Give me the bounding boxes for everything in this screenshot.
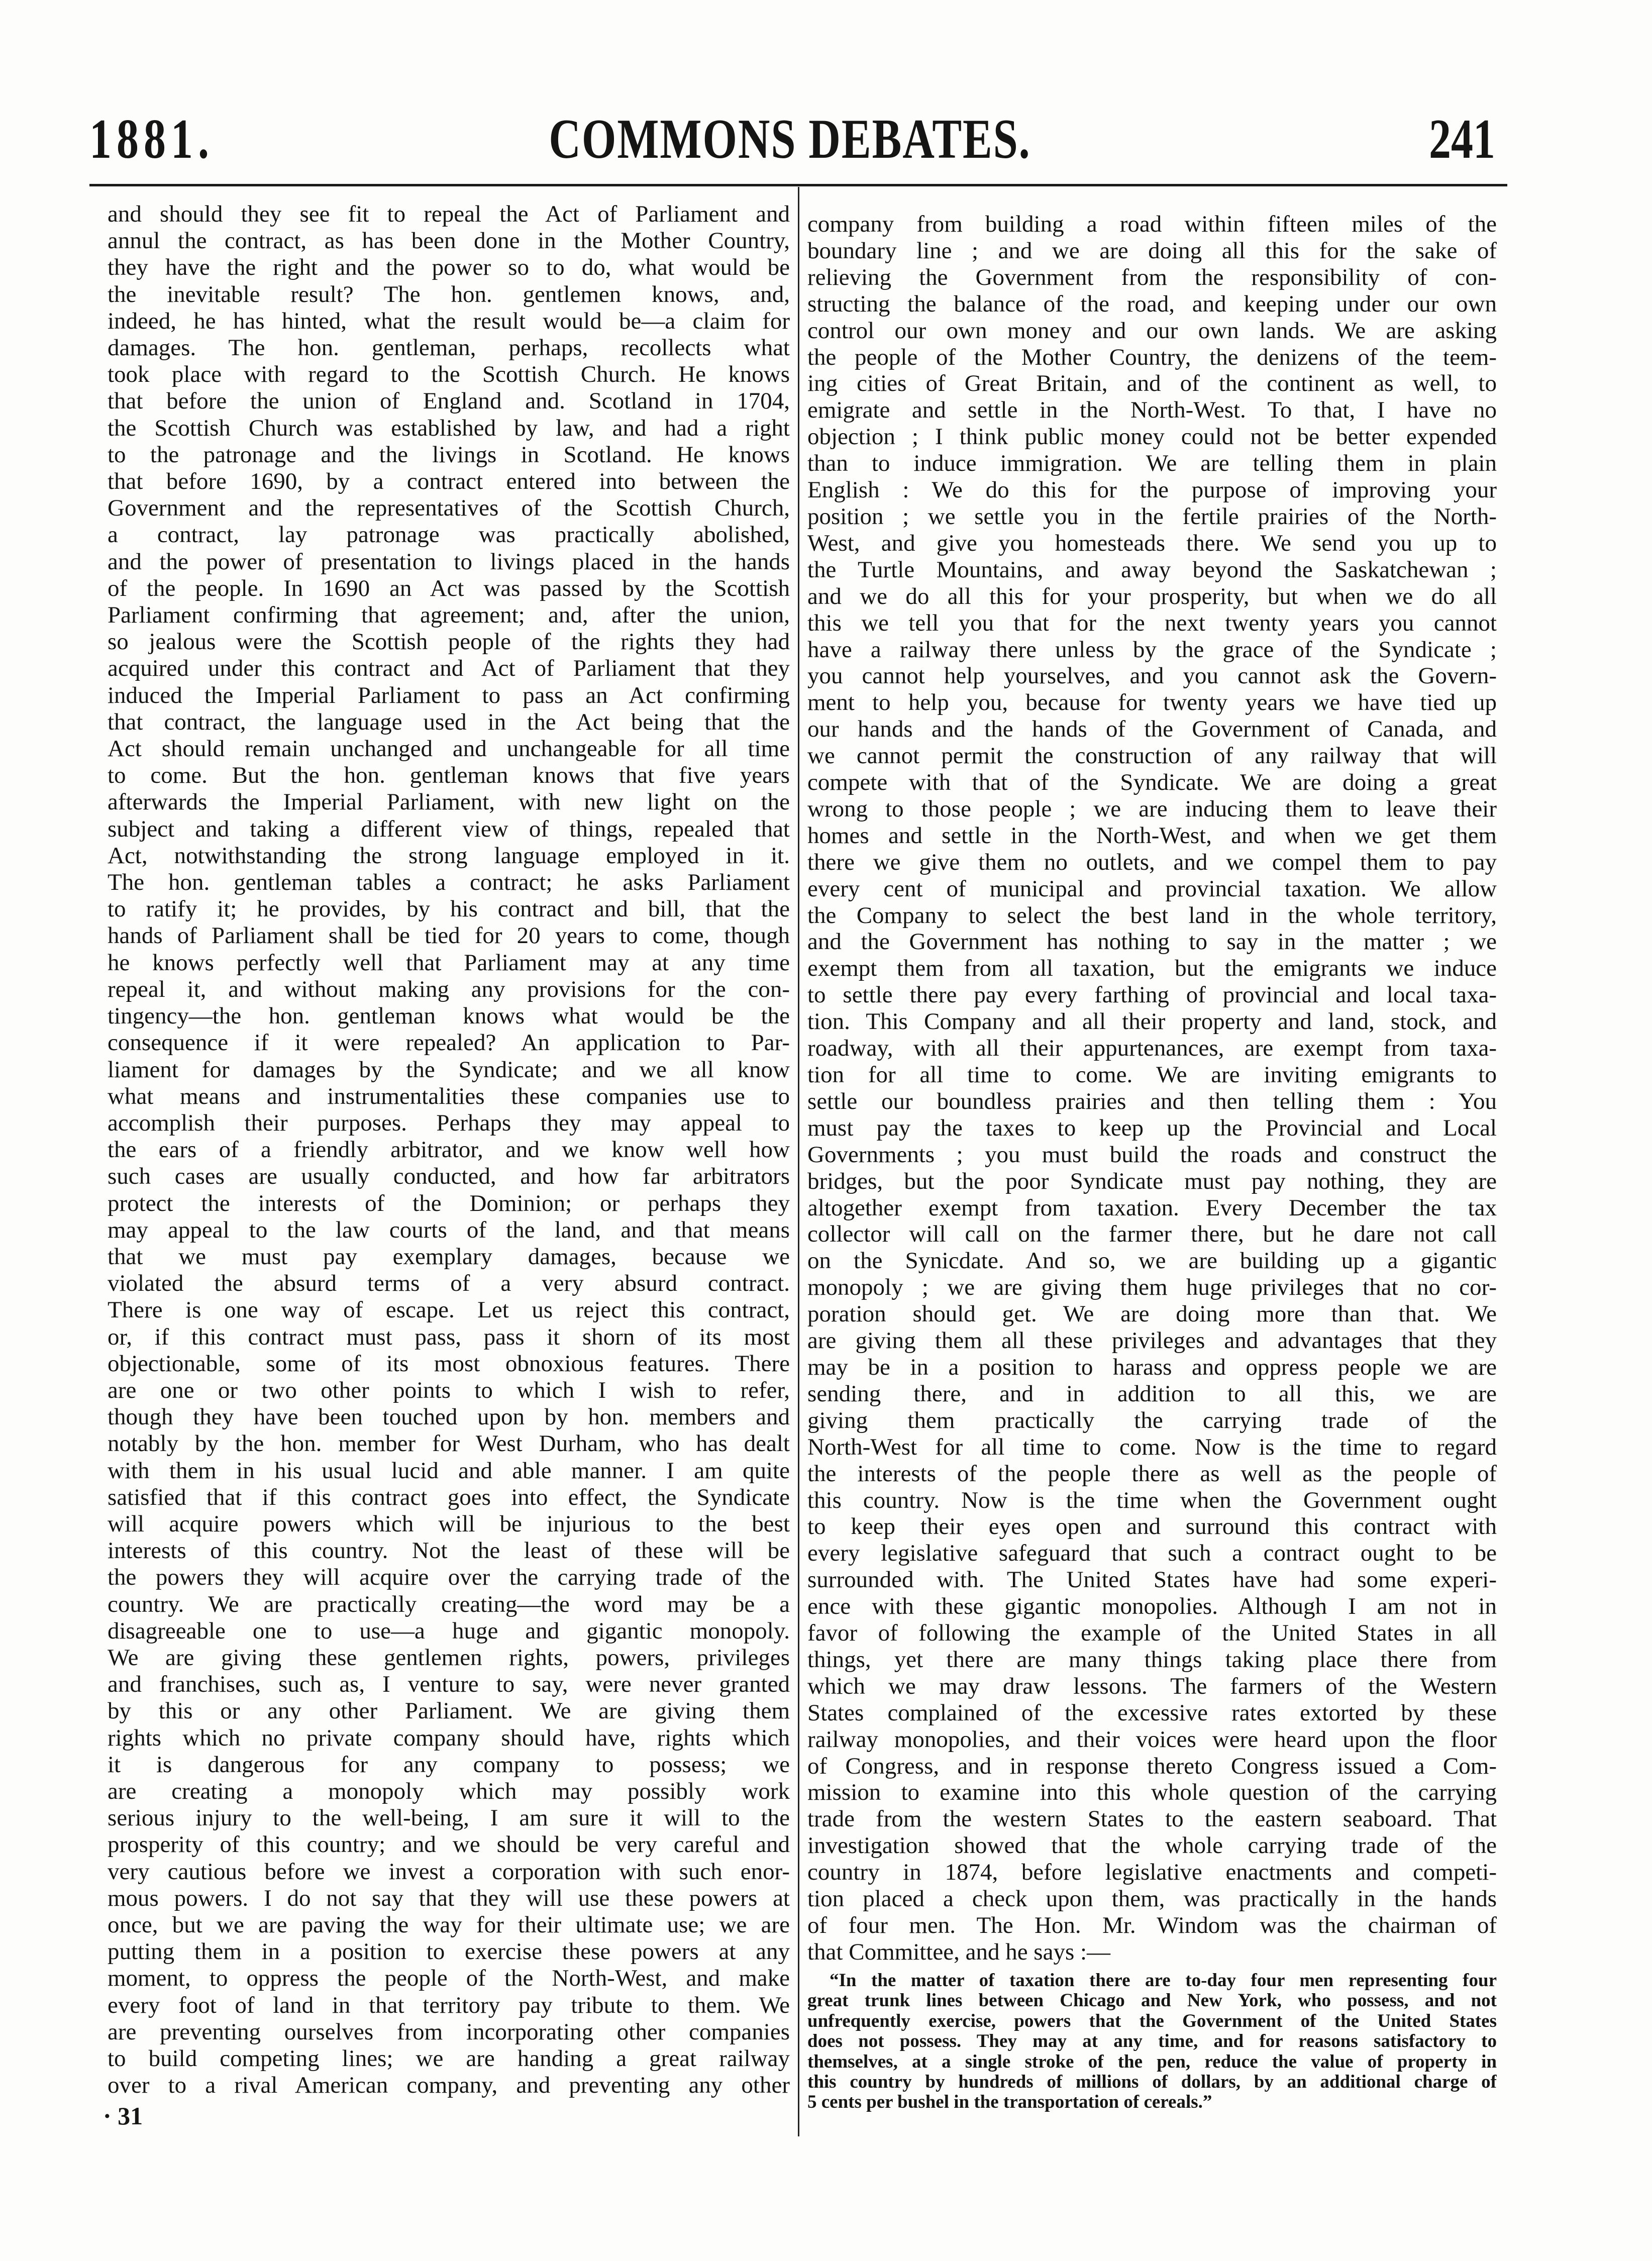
right-column-line: tion for all time to come. We are inviting emigrants to [807, 1062, 1497, 1088]
left-column-line: tingency—the hon. gentleman knows what would be the [108, 1003, 790, 1030]
right-column-line: roadway, with all their appurtenances, are exempt from taxa- [807, 1035, 1497, 1062]
left-column-line: are one or two other points to which I wish to refer, [108, 1377, 790, 1403]
quotation-line: “In the matter of taxation there are to-day four men representing four [830, 1971, 1497, 1991]
left-column-line: acquired under this contract and Act of Parliament that they [108, 655, 790, 682]
right-column-line: favor of following the example of the United States in all [807, 1620, 1497, 1647]
left-column-line: indeed, he has hinted, what the result would be—a claim for [108, 307, 790, 334]
left-column-line: notably by the hon. member for West Durham, who has dealt [108, 1430, 790, 1457]
left-column-line: prosperity of this country; and we should be very careful and [108, 1831, 790, 1858]
left-column-line: and should they see fit to repeal the Act of Parliament and [108, 201, 790, 227]
right-column-line: structing the balance of the road, and keeping under our own [807, 290, 1497, 317]
right-column-line: giving them practically the carrying trade of the [807, 1407, 1497, 1433]
left-column [108, 201, 790, 2099]
quotation-line: does not possess. They may at any time, and for reasons satisfactory to [807, 2031, 1497, 2052]
right-column-line: monopoly ; we are giving them huge privileges that no cor- [807, 1274, 1497, 1301]
left-column-line: that we must pay exemplary damages, because we [108, 1243, 790, 1270]
left-column-line: annul the contract, as has been done in the Mother Country, [108, 228, 790, 254]
left-column-line: country. We are practically creating—the word may be a [108, 1591, 790, 1617]
quotation-line: 5 cents per bushel in the transportation of cereals.” [807, 2092, 1212, 2113]
left-column-line: to ratify it; he provides, by his contract and bill, that the [108, 896, 790, 922]
right-column-line: this country. Now is the time when the Government ought [807, 1487, 1497, 1513]
left-column-line: they have the right and the power so to do, what would be [108, 254, 790, 281]
left-column-line: it is dangerous for any company to possess; we [108, 1751, 790, 1778]
right-column-line: every legislative safeguard that such a contract ought to be [807, 1540, 1497, 1567]
left-column-line: took place with regard to the Scottish Church. He knows [108, 361, 790, 388]
left-column-line: or, if this contract must pass, pass it shorn of its most [108, 1323, 790, 1350]
left-column-line: violated the absurd terms of a very absurd contract. [108, 1270, 790, 1297]
left-column-line: what means and instrumentalities these companies use to [108, 1083, 790, 1109]
right-column-line: altogether exempt from taxation. Every December the tax [807, 1194, 1497, 1221]
left-column-line: every foot of land in that territory pay tribute to them. We [108, 1992, 790, 2018]
left-column-line: disagreeable one to use—a huge and gigantic monopoly. [108, 1617, 790, 1644]
left-column-line: and franchises, such as, I venture to say, were never granted [108, 1671, 790, 1698]
right-column-line: the people of the Mother Country, the denizens of the teem- [807, 344, 1497, 370]
left-column-line: that contract, the language used in the Act being that the [108, 708, 790, 735]
left-column-line: Government and the representatives of the Scottish Church, [108, 495, 790, 522]
left-column-line: accomplish their purposes. Perhaps they may appeal to [108, 1109, 790, 1136]
left-column-line: to the patronage and the livings in Scotland. He knows [108, 441, 790, 468]
left-column-line: satisfied that if this contract goes into effect, the Syndicate [108, 1484, 790, 1510]
left-column-line: so jealous were the Scottish people of the rights they had [108, 629, 790, 655]
quotation-block [807, 1971, 1497, 2113]
left-column-line: subject and taking a different view of things, repealed that [108, 815, 790, 842]
left-column-line: rights which no private company should have, rights which [108, 1724, 790, 1751]
quotation-line: unfrequently exercise, powers that the Government of the United States [807, 2011, 1497, 2031]
right-column-line: and we do all this for your prosperity, but when we do all [807, 583, 1497, 609]
right-column-line: English : We do this for the purpose of improving your [807, 477, 1497, 503]
right-column-line: North-West for all time to come. Now is the time to regard [807, 1433, 1497, 1460]
right-column-line: things, yet there are many things taking place there from [807, 1646, 1497, 1673]
left-column-line: interests of this country. Not the least of these will be [108, 1537, 790, 1564]
left-column-line: he knows perfectly well that Parliament may at any time [108, 949, 790, 976]
left-column-line: afterwards the Imperial Parliament, with new light on the [108, 789, 790, 815]
left-column-line: over to a rival American company, and preventing any other [108, 2072, 790, 2099]
left-column-line: serious injury to the well-being, I am sure it will to the [108, 1805, 790, 1831]
right-column-line: country in 1874, before legislative enactments and competi- [807, 1859, 1497, 1886]
right-column-line: you cannot help yourselves, and you cannot ask the Govern- [807, 663, 1497, 689]
right-column-line: to settle there pay every farthing of provincial and local taxa- [807, 982, 1497, 1008]
right-column-line: control our own money and our own lands. We are asking [807, 317, 1497, 344]
right-column-line: ence with these gigantic monopolies. Although I am not in [807, 1593, 1497, 1620]
right-column-line: bridges, but the poor Syndicate must pay nothing, they are [807, 1168, 1497, 1194]
left-column-line: such cases are usually conducted, and how far arbitrators [108, 1163, 790, 1190]
left-column-line: are creating a monopoly which may possibly work [108, 1778, 790, 1804]
left-column-line: liament for damages by the Syndicate; and we all know [108, 1056, 790, 1083]
signature-mark: · 31 [103, 2102, 143, 2130]
left-column-line: very cautious before we invest a corporation with such enor- [108, 1858, 790, 1885]
right-column-line: may be in a position to harass and oppress people we are [807, 1354, 1497, 1380]
left-column-line: a contract, lay patronage was practically abolished, [108, 522, 790, 548]
left-column-line: There is one way of escape. Let us reject this contract, [108, 1297, 790, 1323]
right-column-line: railway monopolies, and their voices were heard upon the floor [807, 1726, 1497, 1753]
left-column-line: that before 1690, by a contract entered into between the [108, 468, 790, 495]
right-column-line: ing cities of Great Britain, and of the continent as well, to [807, 370, 1497, 397]
right-column-line: this we tell you that for the next twenty years you cannot [807, 609, 1497, 636]
right-column-line: position ; we settle you in the fertile prairies of the North- [807, 503, 1497, 530]
left-column-line: the Scottish Church was established by law, and had a right [108, 415, 790, 441]
left-column-line: We are giving these gentlemen rights, powers, privileges [108, 1644, 790, 1671]
right-column-line: which we may draw lessons. The farmers of the Western [807, 1673, 1497, 1699]
right-column-line: and the Government has nothing to say in the matter ; we [807, 929, 1497, 955]
page-number: 241 [1429, 108, 1495, 171]
right-column-line: West, and give you homesteads there. We send you up to [807, 530, 1497, 556]
right-column-line: exempt them from all taxation, but the emigrants we induce [807, 955, 1497, 982]
left-column-line: mous powers. I do not say that they will use these powers at [108, 1885, 790, 1911]
right-column-line: sending there, and in addition to all this, we are [807, 1380, 1497, 1407]
right-column-line: the interests of the people there as well as the people of [807, 1460, 1497, 1487]
quotation-line: this country by hundreds of millions of dollars, by an additional charge of [807, 2072, 1497, 2093]
left-column-line: protect the interests of the Dominion; or perhaps they [108, 1190, 790, 1216]
right-column-line: collector will call on the farmer there, but he dare not call [807, 1221, 1497, 1248]
right-column-line: investigation showed that the whole carrying trade of the [807, 1832, 1497, 1859]
right-column-line: settle our boundless prairies and then telling them : You [807, 1088, 1497, 1114]
left-column-line: induced the Imperial Parliament to pass an Act confirming [108, 682, 790, 708]
left-column-line: the ears of a friendly arbitrator, and we know well how [108, 1137, 790, 1163]
right-column-line: our hands and the hands of the Government of Canada, and [807, 716, 1497, 743]
left-column-line: the powers they will acquire over the carrying trade of the [108, 1564, 790, 1591]
right-column-line: than to induce immigration. We are telling them in plain [807, 450, 1497, 477]
right-column-line: homes and settle in the North-West, and when we get them [807, 822, 1497, 849]
right-column-line: poration should get. We are doing more than that. We [807, 1301, 1497, 1327]
left-column-line: putting them in a position to exercise these powers at any [108, 1938, 790, 1965]
left-column-line: once, but we are paving the way for their ultimate use; we are [108, 1912, 790, 1938]
left-column-line: are preventing ourselves from incorporating other companies [108, 2018, 790, 2045]
right-column-line: must pay the taxes to keep up the Provincial and Local [807, 1114, 1497, 1141]
right-column-line: ment to help you, because for twenty years we have tied up [807, 689, 1497, 716]
left-column-line: to come. But the hon. gentleman knows that five years [108, 762, 790, 789]
right-column-line: compete with that of the Syndicate. We are doing a great [807, 769, 1497, 796]
right-column-line: every cent of municipal and provincial taxation. We allow [807, 875, 1497, 902]
right-column-line: on the Synicdate. And so, we are building up a gigantic [807, 1248, 1497, 1274]
left-column-line: objectionable, some of its most obnoxious features. There [108, 1350, 790, 1377]
right-column-line: Governments ; you must build the roads and construct the [807, 1141, 1497, 1168]
right-column-line: company from building a road within fifteen miles of the [807, 211, 1497, 237]
left-column-line: the inevitable result? The hon. gentlemen knows, and, [108, 281, 790, 307]
right-column-line: mission to examine into this whole question of the carrying [807, 1779, 1497, 1806]
right-column-line: emigrate and settle in the North-West. To that, I have no [807, 397, 1497, 424]
right-column-line: have a railway there unless by the grace of the Syndicate ; [807, 636, 1497, 663]
left-column-line: will acquire powers which will be injurious to the best [108, 1510, 790, 1537]
quotation-line: great trunk lines between Chicago and New York, who possess, and not [807, 1991, 1497, 2011]
right-column-line: the Company to select the best land in the whole territory, [807, 902, 1497, 929]
right-column-line: trade from the western States to the eastern seaboard. That [807, 1806, 1497, 1832]
header-rule [89, 184, 1507, 186]
publication-title: COMMONS DEBATES. [549, 108, 1031, 171]
year-heading: 1881. [89, 108, 214, 171]
left-column-line: hands of Parliament shall be tied for 20 years to come, though [108, 922, 790, 949]
right-column-line: objection ; I think public money could not be better expended [807, 424, 1497, 450]
right-column-line: that Committee, and he says :— [807, 1938, 1111, 1965]
left-column-line: The hon. gentleman tables a contract; he asks Parliament [108, 869, 790, 896]
right-column-line: boundary line ; and we are doing all this for the sake of [807, 237, 1497, 264]
left-column-line: Act should remain unchanged and unchangeable for all time [108, 736, 790, 762]
right-column-line: the Turtle Mountains, and away beyond the Saskatchewan ; [807, 556, 1497, 583]
right-column-line: to keep their eyes open and surround this contract with [807, 1513, 1497, 1540]
left-column-line: moment, to oppress the people of the North-West, and make [108, 1965, 790, 1992]
column-divider [798, 187, 799, 2136]
left-column-line: to build competing lines; we are handing a great railway [108, 2045, 790, 2072]
right-column-line: tion. This Company and all their property and land, stock, and [807, 1008, 1497, 1035]
left-column-line: damages. The hon. gentleman, perhaps, recollects what [108, 335, 790, 361]
right-column-line: we cannot permit the construction of any railway that will [807, 743, 1497, 769]
left-column-line: of the people. In 1690 an Act was passed by the Scottish [108, 575, 790, 601]
left-column-line: repeal it, and without making any provisions for the con- [108, 976, 790, 1002]
right-column-line: there we give them no outlets, and we compel them to pay [807, 849, 1497, 875]
right-column-line: wrong to those people ; we are inducing them to leave their [807, 795, 1497, 822]
left-column-line: by this or any other Parliament. We are giving them [108, 1698, 790, 1724]
left-column-line: Parliament confirming that agreement; and, after the union, [108, 602, 790, 629]
right-column-line: States complained of the excessive rates extorted by these [807, 1699, 1497, 1726]
right-column [807, 211, 1497, 1966]
right-column-line: of four men. The Hon. Mr. Windom was the chairman of [807, 1912, 1497, 1938]
right-column-line: tion placed a check upon them, was practically in the hands [807, 1886, 1497, 1912]
quotation-line: themselves, at a single stroke of the pen, reduce the value of property in [807, 2051, 1497, 2072]
right-column-line: are giving them all these privileges and advantages that they [807, 1327, 1497, 1354]
right-column-line: surrounded with. The United States have had some experi- [807, 1567, 1497, 1593]
right-column-line: relieving the Government from the responsibility of con- [807, 264, 1497, 290]
left-column-line: may appeal to the law courts of the land, and that means [108, 1216, 790, 1243]
left-column-line: Act, notwithstanding the strong language employed in it. [108, 842, 790, 869]
left-column-line: though they have been touched upon by hon. members and [108, 1404, 790, 1430]
right-column-line: of Congress, and in response thereto Congress issued a Com- [807, 1753, 1497, 1779]
left-column-line: consequence if it were repealed? An application to Par- [108, 1030, 790, 1056]
left-column-line: that before the union of England and. Scotland in 1704, [108, 388, 790, 415]
left-column-line: and the power of presentation to livings placed in the hands [108, 548, 790, 575]
left-column-line: with them in his usual lucid and able manner. I am quite [108, 1457, 790, 1484]
